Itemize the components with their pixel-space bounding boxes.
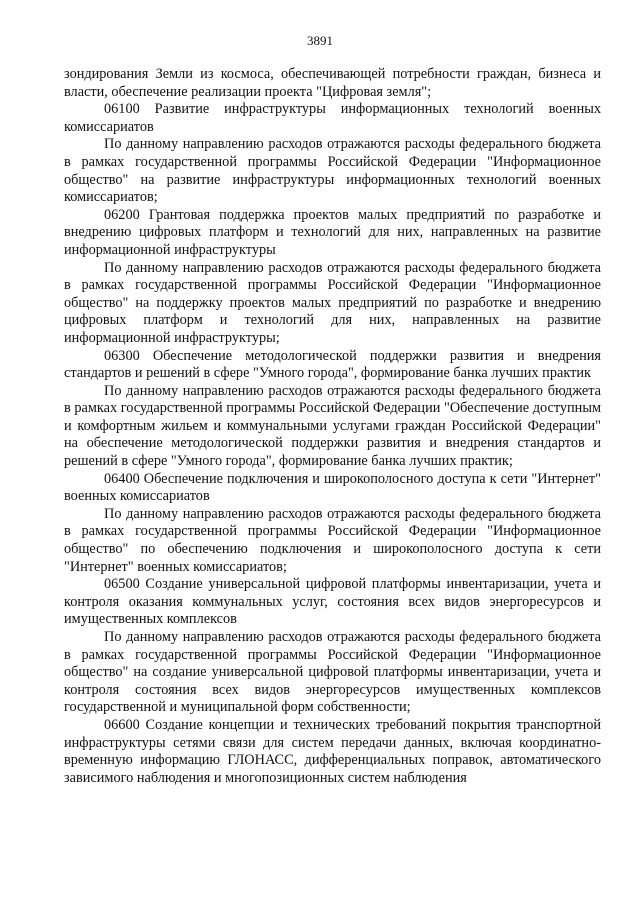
paragraph: 06300 Обеспечение методологической поддержки развития и внедрения стандартов и решений в сфере "Умного города", формирование банка лучших практик [64,347,601,382]
paragraph: 06200 Грантовая поддержка проектов малых предприятий по разработке и внедрению цифровых платформ и технологий для них, направленных на развитие информационной инфраструктуры [64,206,601,258]
paragraph: 06600 Создание концепции и технических требований покрытия транспортной инфраструктуры сетями связи для систем передачи данных, включая координатно-временную информацию ГЛОНАСС, дифференциальных поправок, автоматического зависимого наблюдения и многопозиционных систем наблюдения [64,716,601,786]
paragraph: По данному направлению расходов отражаются расходы федерального бюджета в рамках государственной программы Российской Федерации "Информационное общество" на создание универсальной цифровой платформы инвентаризации, учета и контроля состояния всех видов энергоресурсов имущественных комплексов государственной и муниципальной форм собственности; [64,629,601,716]
document-body [64,66,601,787]
paragraph: зондирования Земли из космоса, обеспечивающей потребности граждан, бизнеса и власти, обеспечение реализации проекта "Цифровая земля"; [64,66,601,100]
paragraph: 06400 Обеспечение подключения и широкополосного доступа к сети "Интернет" военных комиссариатов [64,470,601,505]
paragraph: По данному направлению расходов отражаются расходы федерального бюджета в рамках государственной программы Российской Федерации "Обеспечение доступным и комфортным жильем и коммунальными услугами граждан Российской Федерации" на обеспечение методологической поддержки развития и внедрения стандартов и решений в сфере "Умного города", формирование банка лучших практик; [64,382,601,470]
page-number: 3891 [307,33,333,48]
paragraph: По данному направлению расходов отражаются расходы федерального бюджета в рамках государственной программы Российской Федерации "Информационное общество" на поддержку проектов малых предприятий по разработке и внедрению цифровых платформ и технологий для них, направленных на развитие информационной инфраструктуры; [64,259,601,346]
paragraph: По данному направлению расходов отражаются расходы федерального бюджета в рамках государственной программы Российской Федерации "Информационное общество" по обеспечению подключения и широкополосного доступа к сети "Интернет" военных комиссариатов; [64,505,601,575]
paragraph: По данному направлению расходов отражаются расходы федерального бюджета в рамках государственной программы Российской Федерации "Информационное общество" на развитие инфраструктуры информационных технологий военных комиссариатов; [64,136,601,206]
paragraph: 06500 Создание универсальной цифровой платформы инвентаризации, учета и контроля оказания коммунальных услуг, состояния всех видов энергоресурсов и имущественных комплексов [64,576,601,628]
paragraph: 06100 Развитие инфраструктуры информационных технологий военных комиссариатов [64,101,601,135]
